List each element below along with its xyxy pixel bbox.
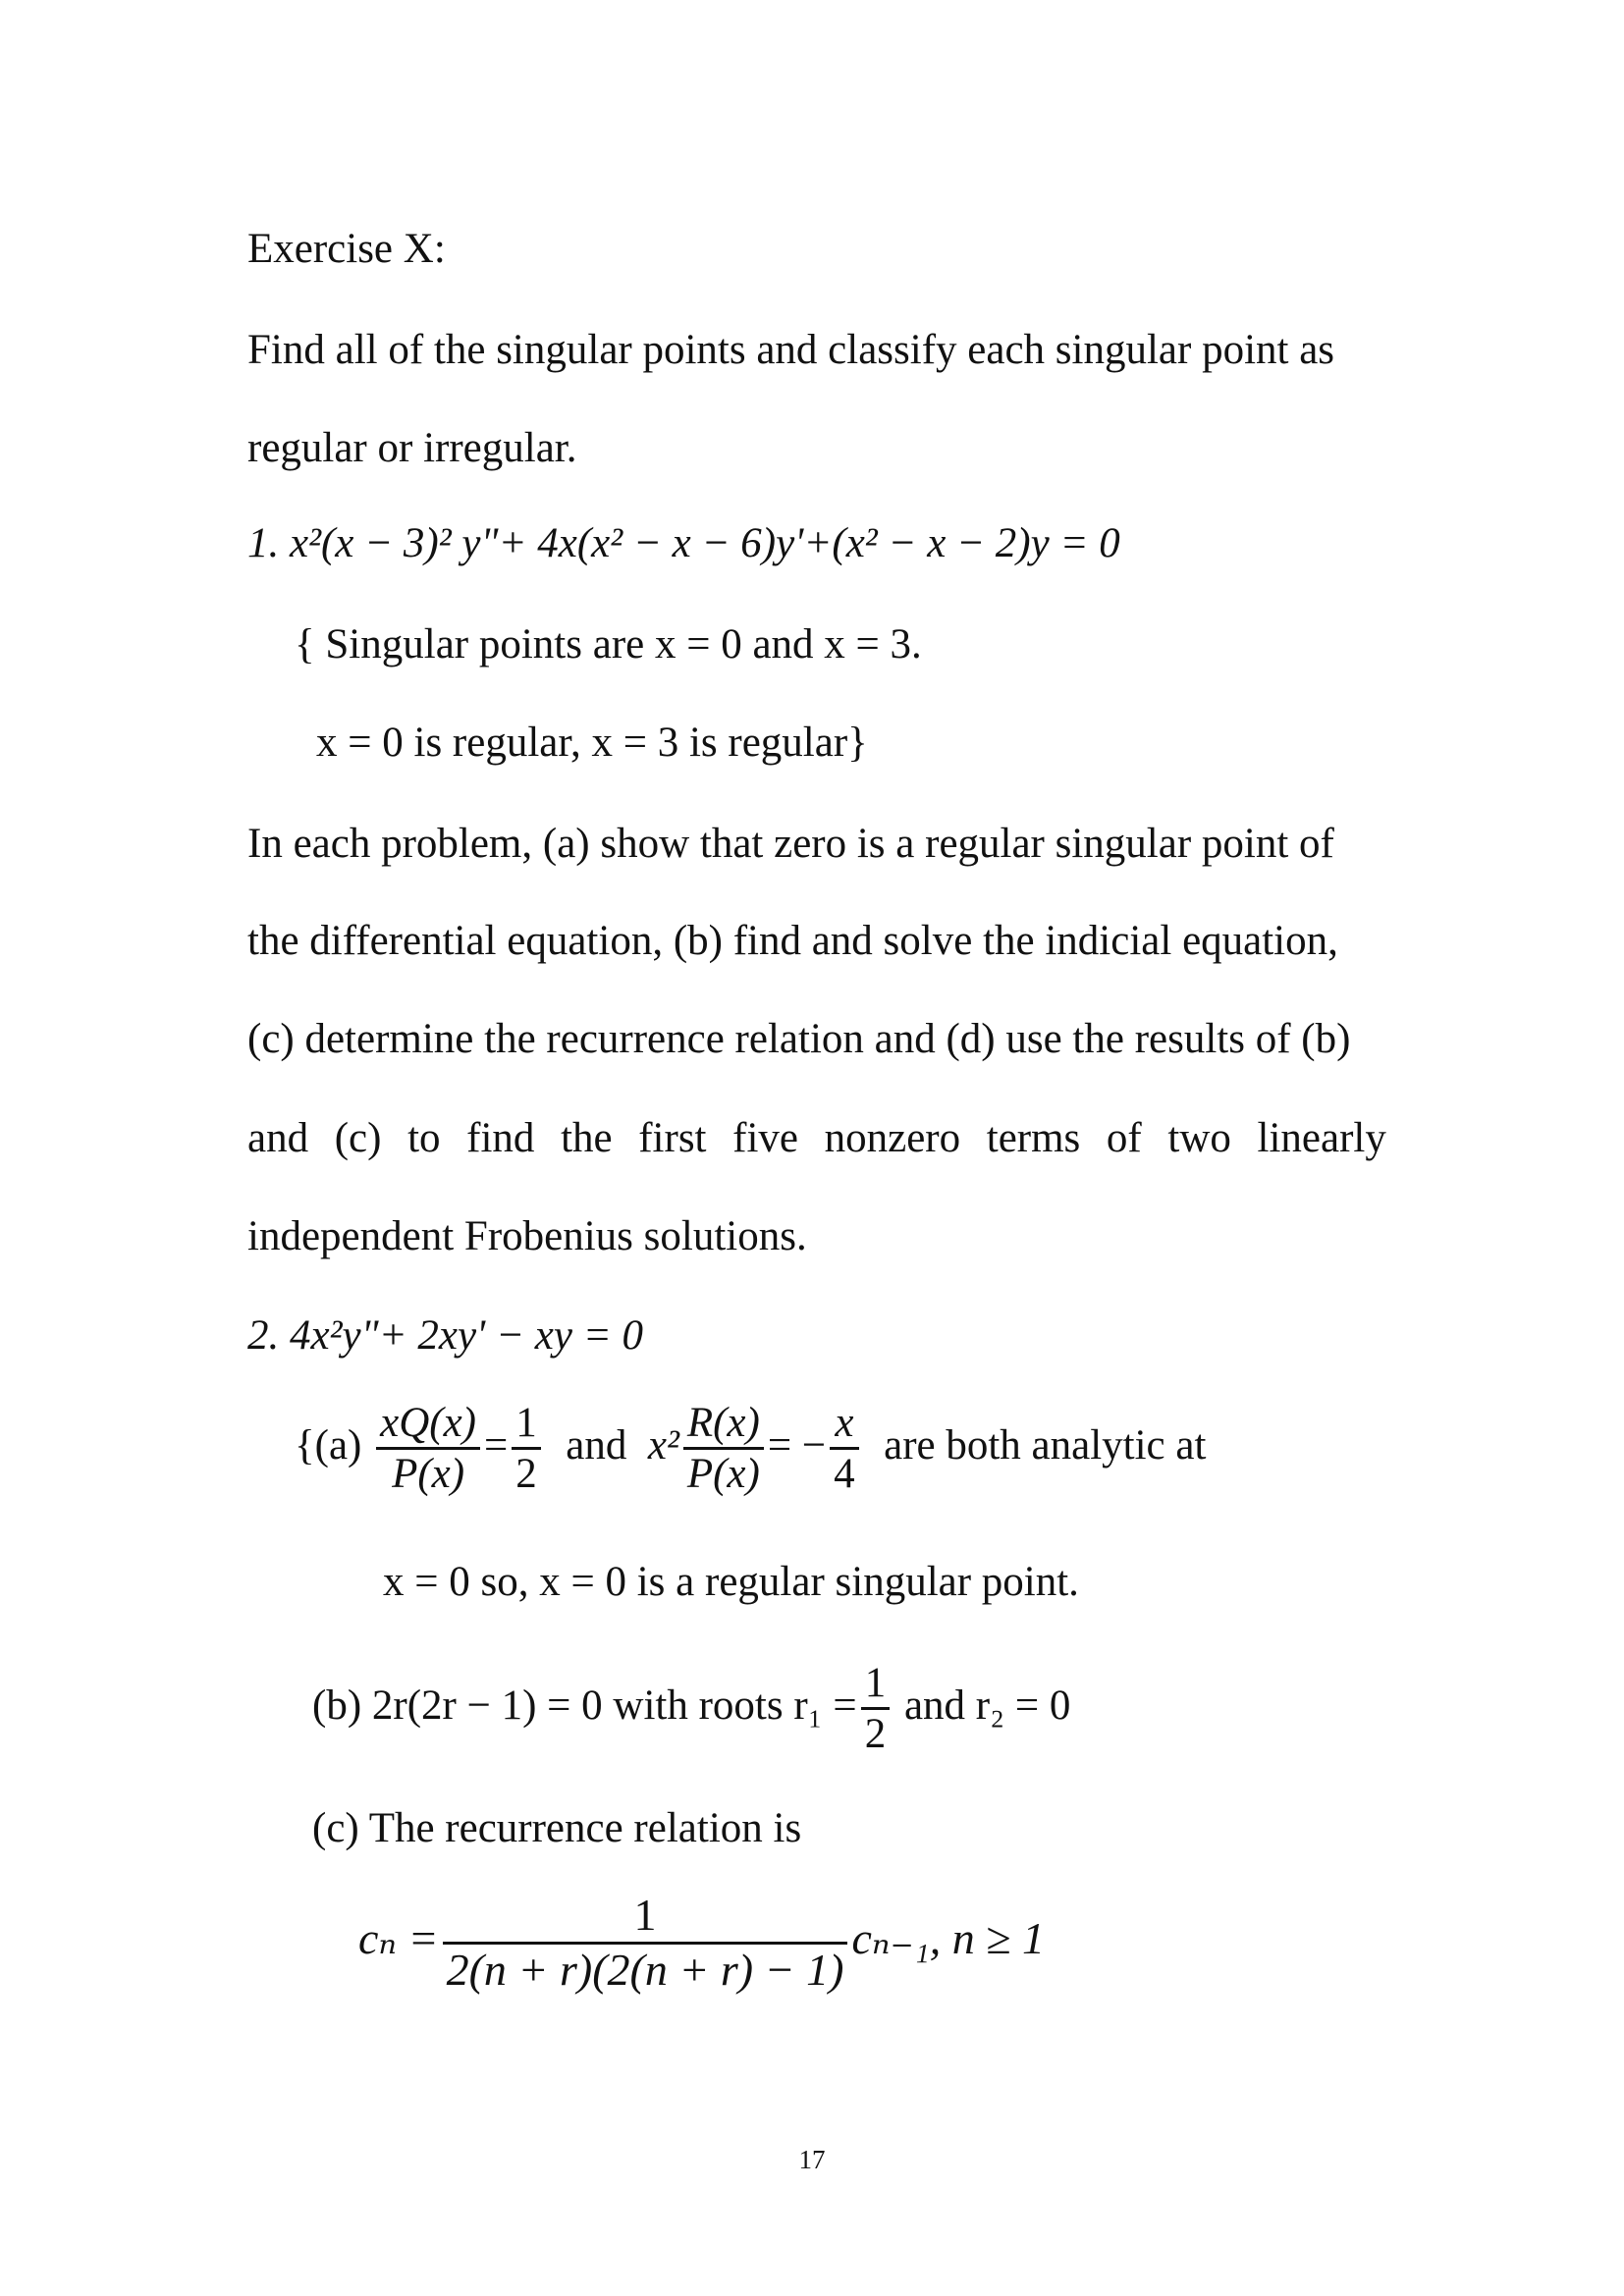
denominator: 2: [515, 1451, 537, 1498]
recurrence-lhs: cₙ =: [358, 1912, 439, 1963]
exercise-title: Exercise X:: [247, 226, 446, 272]
equals: =: [484, 1421, 509, 1468]
word: nonzero: [824, 1115, 961, 1161]
problem1-answer-1: { Singular points are x = 0 and x = 3.: [295, 621, 922, 667]
part-b-text: (b) 2r(2r − 1) = 0 with roots r₁ =: [312, 1682, 857, 1729]
problem2-equation: 2. 4x²y"+ 2xy' − xy = 0: [247, 1312, 643, 1359]
recurrence-relation: [358, 1890, 1045, 1997]
word: first: [638, 1115, 707, 1161]
and-text: and: [566, 1421, 627, 1468]
denominator: 4: [834, 1451, 855, 1498]
part-b-suffix: and r₂ = 0: [903, 1682, 1071, 1729]
instructions-line-3: (c) determine the recurrence relation and (d) use the results of (b): [247, 1016, 1351, 1062]
word: to: [407, 1115, 441, 1161]
part-a-tail: are both analytic at: [884, 1421, 1207, 1468]
instructions-line-4: [247, 1117, 1386, 1159]
word: terms: [986, 1115, 1081, 1161]
word: (c): [334, 1115, 382, 1161]
denominator: P(x): [392, 1451, 465, 1498]
numerator: xQ(x): [376, 1399, 480, 1450]
instructions-line-1: In each problem, (a) show that zero is a regular singular point of: [247, 821, 1334, 867]
intro-line-2: regular or irregular.: [247, 425, 577, 471]
numerator: 1: [861, 1659, 891, 1710]
fraction-x-over-4: [830, 1399, 859, 1499]
fraction-xq-over-p: [376, 1399, 480, 1499]
word: find: [466, 1115, 535, 1161]
fraction-r-over-p: [683, 1399, 764, 1499]
word: of: [1106, 1115, 1142, 1161]
instructions-line-2: the differential equation, (b) find and solve the indicial equation,: [247, 918, 1338, 964]
problem1-answer-2: x = 0 is regular, x = 3 is regular}: [316, 720, 868, 766]
word: linearly: [1257, 1115, 1386, 1161]
recurrence-rhs: cₙ₋₁, n ≥ 1: [851, 1912, 1046, 1963]
denominator: 2(n + r)(2(n + r) − 1): [446, 1944, 844, 1995]
word: the: [561, 1115, 613, 1161]
page-number: 17: [798, 2145, 826, 2174]
equals-minus: = −: [767, 1421, 827, 1468]
numerator: x: [830, 1399, 859, 1450]
part-a: [295, 1399, 1206, 1499]
fraction-one-half: [861, 1659, 891, 1759]
part-a-conclusion: x = 0 so, x = 0 is a regular singular point.: [383, 1559, 1079, 1605]
part-c-label: (c) The recurrence relation is: [312, 1805, 802, 1851]
instructions-line-5: independent Frobenius solutions.: [247, 1213, 807, 1259]
part-a-label: {(a): [295, 1421, 362, 1468]
denominator: P(x): [686, 1451, 760, 1498]
word: and: [247, 1115, 309, 1161]
fraction-one-half: [512, 1399, 541, 1499]
word: two: [1167, 1115, 1231, 1161]
problem1-equation: 1. x²(x − 3)² y"+ 4x(x² − x − 6)y'+(x² − x − 2)y = 0: [247, 520, 1120, 566]
numerator: 1: [512, 1399, 541, 1450]
numerator: 1: [443, 1890, 848, 1945]
denominator: 2: [864, 1711, 887, 1758]
x-squared: x²: [647, 1421, 679, 1468]
intro-line-1: Find all of the singular points and classify each singular point as: [247, 327, 1335, 373]
recurrence-fraction: [443, 1890, 848, 1997]
numerator: R(x): [683, 1399, 764, 1450]
word: five: [732, 1115, 798, 1161]
part-b: [312, 1659, 1070, 1759]
